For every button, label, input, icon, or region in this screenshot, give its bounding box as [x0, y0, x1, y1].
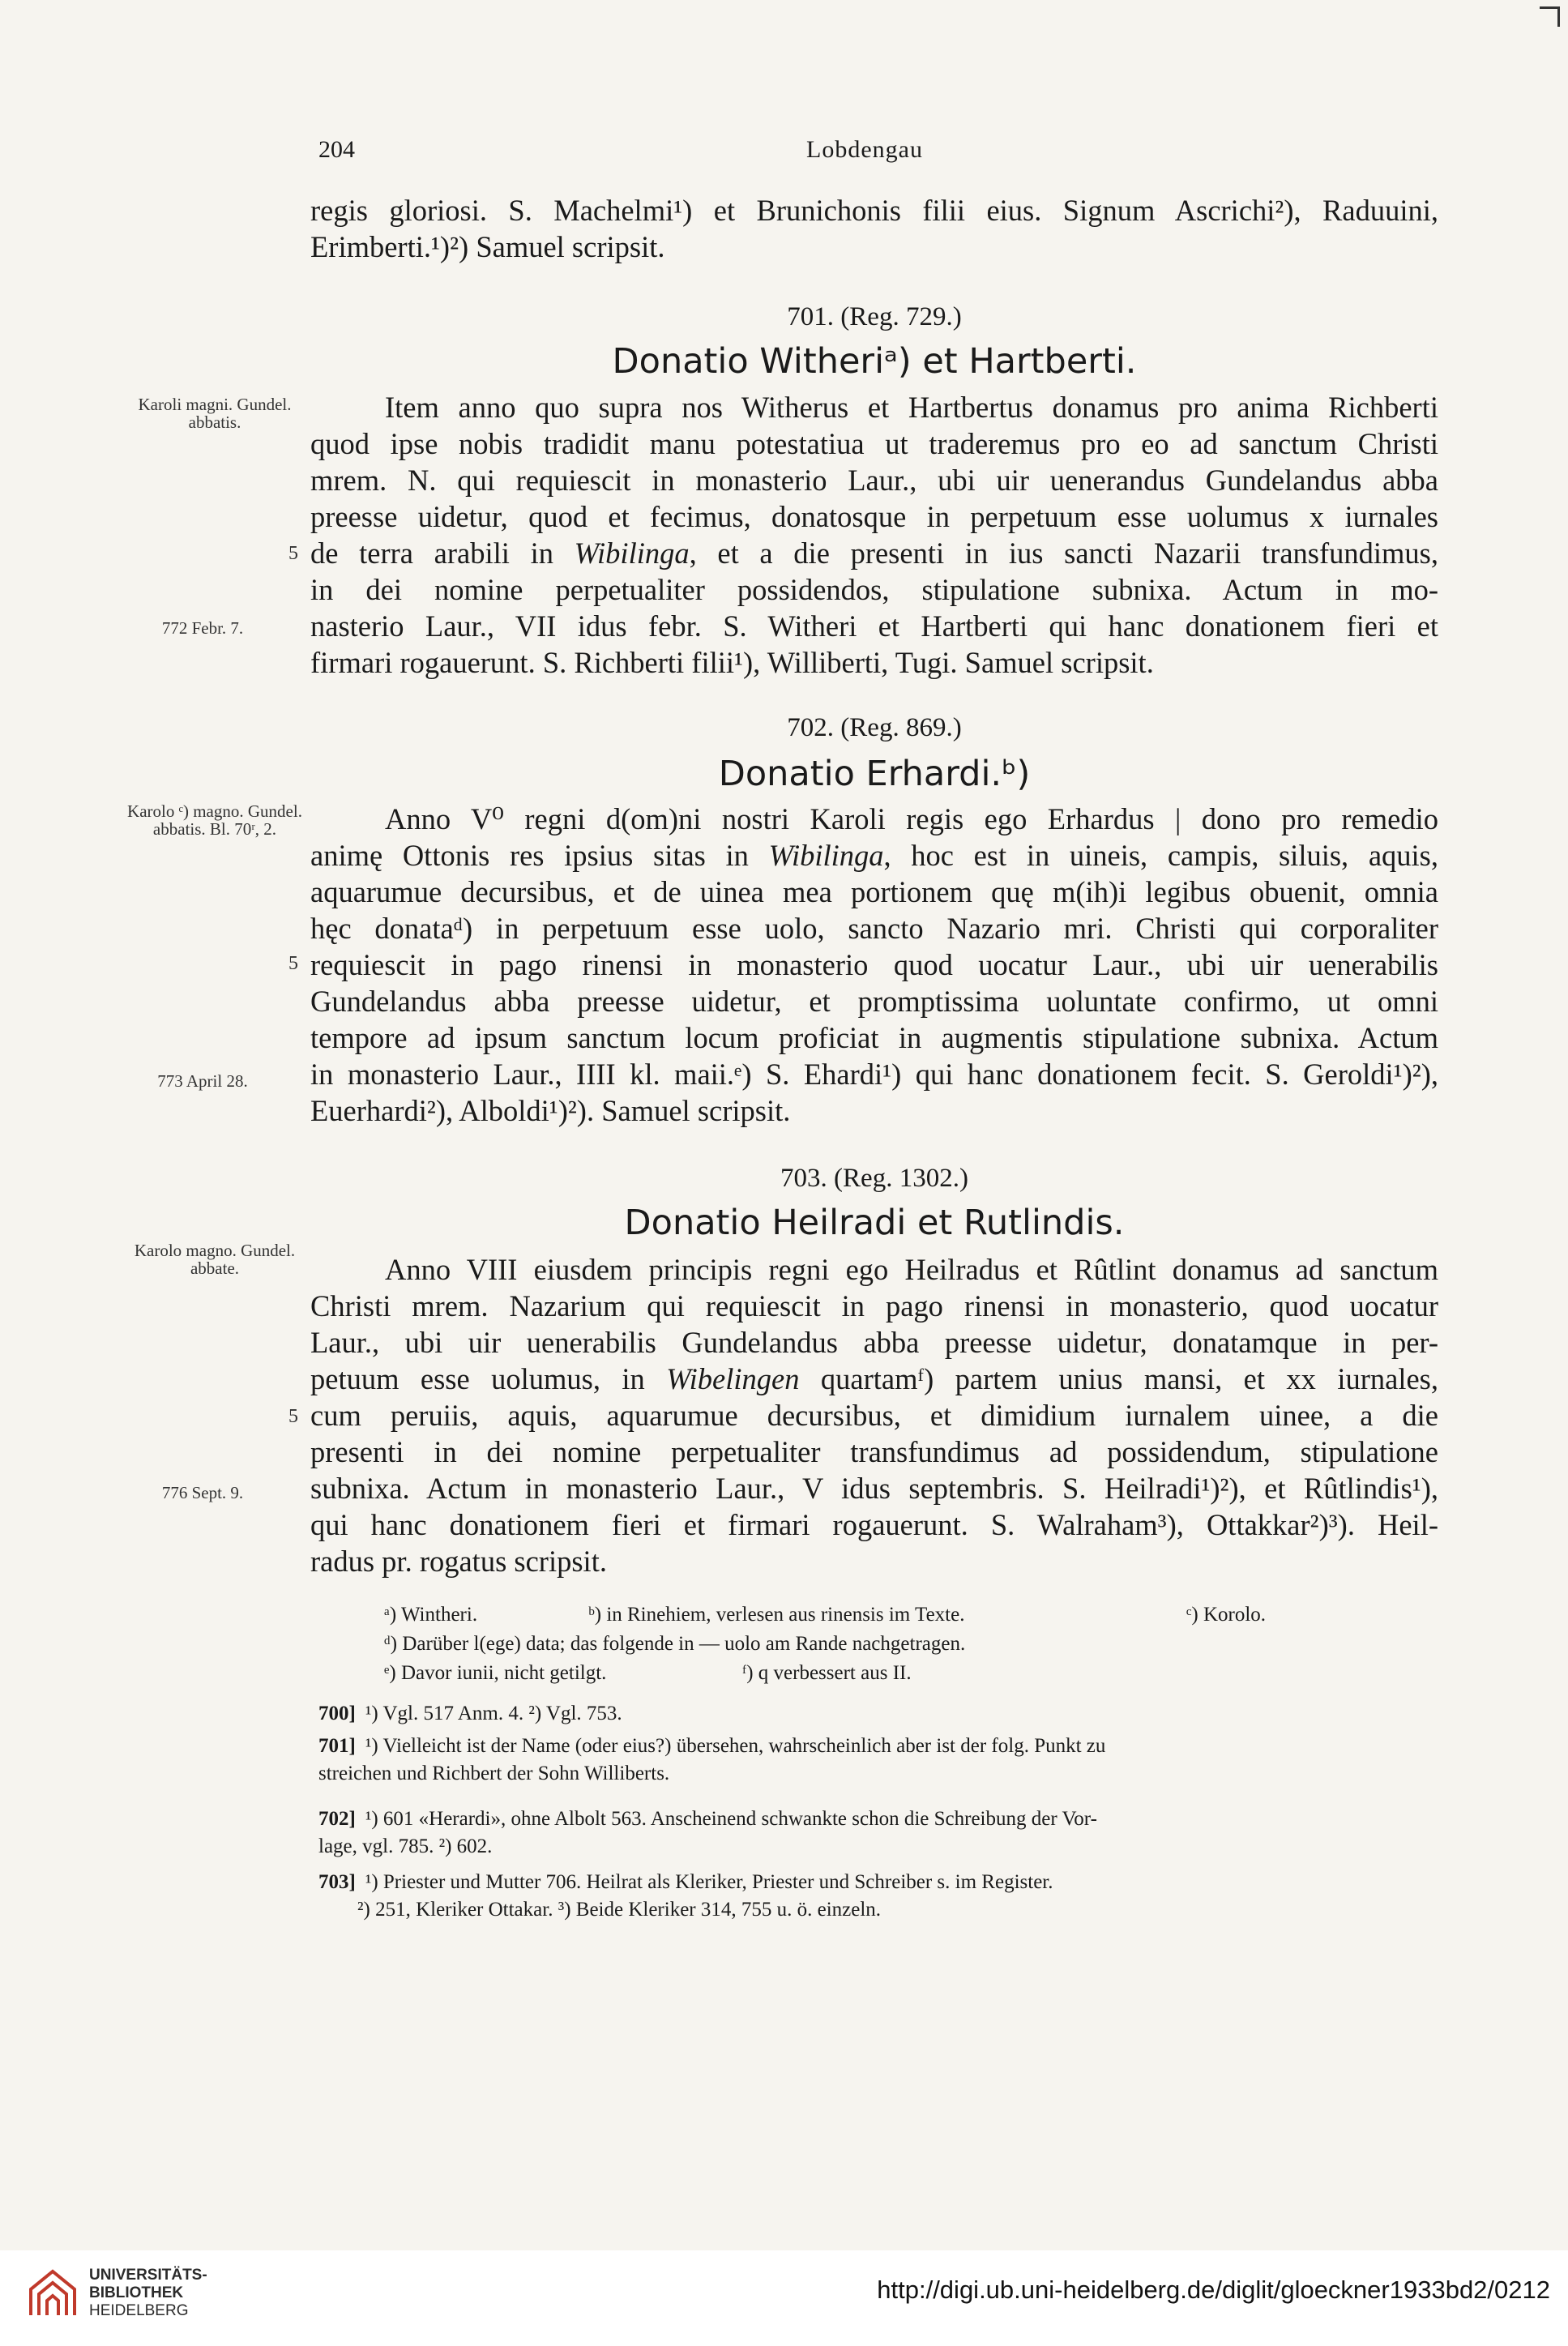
footnote	[318, 1805, 1441, 1861]
text-line: Item anno quo supra nos Witherus et Hartbertus donamus pro anima Richberti	[385, 391, 1438, 424]
source-url-link[interactable]: http://digi.ub.uni-heidelberg.de/diglit/gloeckner1933bd2/0212	[877, 2275, 1550, 2304]
charter-reference: 702. (Reg. 869.)	[787, 713, 962, 742]
footnote-text: lage, vgl. 785. ²) 602.	[318, 1835, 493, 1857]
margin-date: 772 Febr. 7.	[161, 618, 244, 638]
text-line: quod ipse nobis tradidit manu potestatiua ut traderemus pro eo ad sanctum Christi	[310, 427, 1438, 460]
text-line: subnixa. Actum in monasterio Laur., V idus septembris. S. Heilradi¹)²), et Rûtlindis¹),	[310, 1472, 1438, 1505]
library-name-line: HEIDELBERG	[89, 2302, 189, 2319]
text-line: cum peruiis, aquis, aquarumue decursibus, et dimidium iurnalem uinee, a die	[310, 1399, 1438, 1432]
footnote	[318, 1733, 1441, 1788]
text-line: Erimberti.¹)²) Samuel scripsit.	[310, 230, 665, 263]
charter-title: Donatio Erhardi.ᵇ)	[718, 754, 1031, 794]
text-line: petuum esse uolumus, in Wibelingen quartamᶠ) partem unius mansi, et xx iurnales,	[310, 1362, 1439, 1395]
charter-text	[310, 389, 1438, 681]
text-line: requiescit in pago rinensi in monasterio quod uocatur Laur., ubi uir uenerabilis	[310, 948, 1438, 981]
charter-title: Donatio Witheriᵃ) et Hartberti.	[612, 341, 1137, 382]
margin-note: Karolo magno. Gundel. abbate.	[134, 1241, 296, 1278]
charter-title: Donatio Heilradi et Rutlindis.	[624, 1203, 1125, 1243]
footnote-text: ¹) Vielleicht ist der Name (oder eius?) übersehen, wahrscheinlich aber ist der folg. Punkt zu	[365, 1735, 1106, 1757]
text-line: aquarumue decursibus, et de uinea mea portionem quę m(ih)i legibus obuenit, omnia	[310, 875, 1438, 908]
text-line: Christi mrem. Nazarium qui requiescit in pago rinensi in monasterio, quod uocatur	[310, 1289, 1438, 1323]
text-line: in dei nomine perpetualiter possidendos, stipulatione subnixa. Actum in mo-	[310, 573, 1438, 606]
intro-text	[310, 192, 1438, 265]
text-line: Gundelandus abba preesse uidetur, et promptissima uoluntate confirmo, ut omni	[310, 985, 1438, 1018]
text-line: animę Ottonis res ipsius sitas in Wibilinga, hoc est in uineis, campis, siluis, aquis,	[310, 839, 1438, 872]
text-line: nasterio Laur., VII idus febr. S. Witheri et Hartberti qui hanc donationem fieri et	[310, 609, 1438, 643]
footnote-text: ²) 251, Kleriker Ottakar. ³) Beide Kleriker 314, 755 u. ö. einzeln.	[357, 1899, 882, 1921]
text-line: hęc donataᵈ) in perpetuum esse uolo, sancto Nazario mri. Christi qui corporaliter	[310, 912, 1438, 945]
footnote-text: streichen und Richbert der Sohn Williberts.	[318, 1763, 670, 1784]
footnote-number: 700]	[318, 1703, 356, 1724]
footnote-text: ¹) 601 «Herardi», ohne Albolt 563. Anscheinend schwankte schon die Schreibung der Vor-	[365, 1808, 1097, 1830]
library-name	[89, 2267, 207, 2320]
margin-note: Karoli magni. Gundel. abbatis.	[138, 395, 292, 432]
footnote-number: 702]	[318, 1808, 356, 1830]
charter-reference: 701. (Reg. 729.)	[787, 302, 962, 331]
text-line: presenti in dei nomine perpetualiter transfundimus ad possidendum, stipulatione	[310, 1435, 1438, 1468]
margin-date: 773 April 28.	[157, 1071, 248, 1091]
text-line: qui hanc donationem fieri et firmari rogauerunt. S. Walraham³), Ottakkar²)³). Heil-	[310, 1508, 1438, 1541]
text-note: ᶠ) q verbessert aus II.	[742, 1662, 912, 1684]
charter-text	[310, 801, 1438, 1129]
text-note: ᵃ) Wintheri.	[384, 1604, 478, 1626]
text-line: in monasterio Laur., IIII kl. maii.ᵉ) S. Ehardi¹) qui hanc donationem fecit. S. Geroldi¹)²),	[310, 1058, 1438, 1091]
text-line: Anno VIII eiusdem principis regni ego Heilradus et Rûtlint donamus ad sanctum	[385, 1253, 1438, 1286]
line-number: 5	[288, 953, 298, 974]
footnote-number: 703]	[318, 1871, 356, 1893]
text-note: ᵈ) Darüber l(ege) data; das folgende in — uolo am Rande nachgetragen.	[384, 1633, 966, 1655]
text-line: Anno V⁰ regni d(om)ni nostri Karoli regis ego Erhardus | dono pro remedio	[385, 802, 1438, 835]
text-line: Laur., ubi uir uenerabilis Gundelandus abba preesse uidetur, donatamque in per-	[310, 1326, 1438, 1359]
text-line: firmari rogauerunt. S. Richberti filii¹), Williberti, Tugi. Samuel scripsit.	[310, 646, 1154, 679]
text-line: Euerhardi²), Alboldi¹)²). Samuel scripsit.	[310, 1094, 791, 1127]
running-head: Lobdengau	[806, 136, 923, 163]
charter-text	[310, 1251, 1438, 1579]
margin-note: Karolo ᶜ) magno. Gundel. abbatis. Bl. 70ʳ, 2.	[127, 801, 302, 839]
charter-reference: 703. (Reg. 1302.)	[780, 1164, 968, 1193]
library-name-line: BIBLIOTHEK	[89, 2284, 184, 2301]
text-line: de terra arabili in Wibilinga, et a die presenti in ius sancti Nazarii transfundimus,	[310, 536, 1438, 570]
text-note: ᵇ) in Rinehiem, verlesen aus rinensis im Texte.	[588, 1604, 965, 1626]
text-line: mrem. N. qui requiescit in monasterio Laur., ubi uir uenerandus Gundelandus abba	[310, 464, 1438, 497]
text-line: preesse uidetur, quod et fecimus, donatosque in perpetuum esse uolumus x iurnales	[310, 500, 1438, 533]
footnote	[318, 1700, 1441, 1728]
margin-date: 776 Sept. 9.	[161, 1483, 244, 1502]
line-number: 5	[288, 1406, 298, 1427]
corner-crop-mark	[1540, 6, 1560, 27]
footnote	[318, 1869, 1441, 1924]
text-line: radus pr. rogatus scripsit.	[310, 1545, 607, 1578]
text-line: tempore ad ipsum sanctum locum proficiat in augmentis stipulatione subnixa. Actum	[310, 1021, 1438, 1054]
footnote-number: 701]	[318, 1735, 356, 1757]
page-number: 204	[318, 136, 355, 163]
library-name-line: UNIVERSITÄTS-	[89, 2267, 207, 2284]
footnote-text: ¹) Vgl. 517 Anm. 4. ²) Vgl. 753.	[365, 1703, 622, 1724]
text-note: ᶜ) Korolo.	[1186, 1604, 1267, 1626]
footnote-text: ¹) Priester und Mutter 706. Heilrat als Kleriker, Priester und Schreiber s. im Register.	[365, 1871, 1053, 1893]
text-note: ᵉ) Davor iunii, nicht getilgt.	[384, 1662, 607, 1684]
library-logo-icon	[24, 2265, 81, 2322]
text-line: regis gloriosi. S. Machelmi¹) et Brunichonis filii eius. Signum Ascrichi²), Raduuini,	[310, 194, 1438, 227]
line-number: 5	[288, 543, 298, 564]
